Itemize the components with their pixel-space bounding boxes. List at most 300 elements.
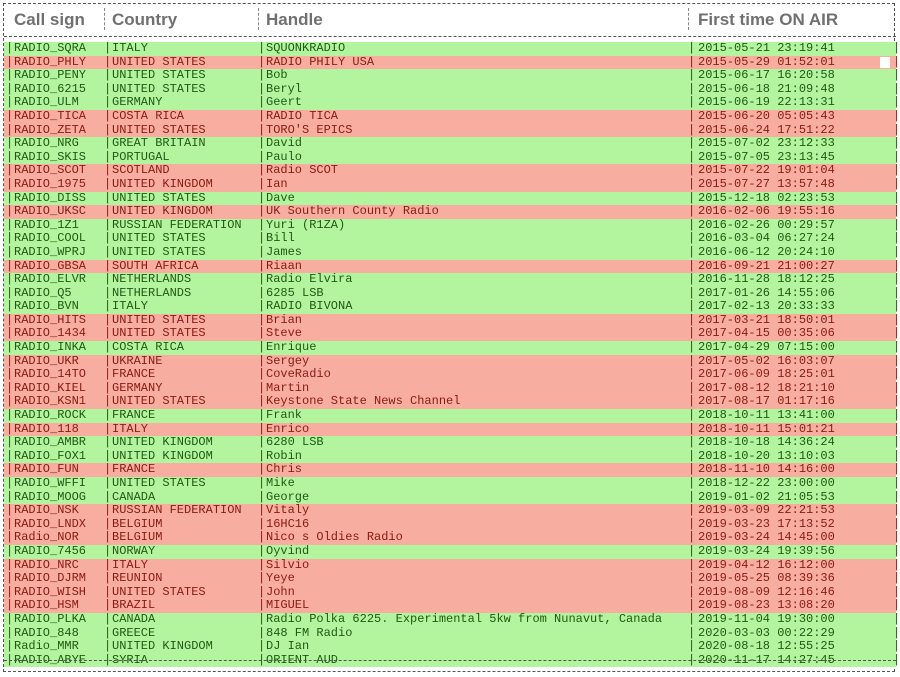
cell-callsign: RADIO_118 [14, 421, 79, 436]
cell-separator: | [893, 326, 900, 341]
table-row[interactable] [4, 54, 900, 70]
column-header-callsign[interactable]: Call sign [14, 10, 85, 29]
cell-callsign: RADIO_7456 [14, 543, 87, 558]
cell-country: PORTUGAL [112, 149, 170, 164]
cell-separator: | [893, 299, 900, 314]
cell-separator: | [104, 231, 112, 246]
cell-separator: | [893, 530, 900, 545]
cell-handle: George [266, 489, 310, 504]
cell-separator: | [893, 54, 900, 69]
cell-first-time: 2015-05-21 23:19:41 [698, 41, 835, 55]
cell-separator: | [688, 598, 696, 613]
cell-first-time: 2018-10-18 14:36:24 [698, 435, 835, 450]
table-row[interactable] [4, 557, 900, 573]
cell-first-time: 2015-07-05 23:13:45 [698, 149, 835, 164]
cell-callsign: RADIO_FOX1 [14, 448, 87, 463]
cell-separator: | [258, 435, 266, 450]
cell-handle: James [266, 244, 303, 259]
cell-separator: | [688, 68, 696, 83]
cell-callsign: RADIO_DJRM [14, 571, 87, 586]
cell-callsign: RADIO_KSN1 [14, 394, 87, 409]
cell-separator: | [258, 503, 266, 518]
cell-first-time: 2015-06-20 05:05:43 [698, 108, 835, 123]
table-row[interactable] [4, 217, 900, 233]
cell-separator: | [6, 625, 14, 640]
cell-separator: | [6, 489, 14, 504]
cell-callsign: RADIO_HSM [14, 598, 79, 613]
cell-callsign: RADIO_DISS [14, 190, 87, 205]
cell-separator: | [258, 326, 266, 341]
cell-handle: David [266, 136, 303, 151]
cell-separator: | [688, 516, 696, 531]
cell-first-time: 2015-12-18 02:23:53 [698, 190, 835, 205]
cell-separator: | [258, 530, 266, 545]
cell-separator: | [258, 652, 266, 667]
table-row[interactable] [4, 476, 900, 491]
cell-handle: Mike [266, 476, 295, 490]
table-row[interactable] [4, 516, 900, 532]
cell-first-time: 2015-06-18 21:09:48 [698, 81, 835, 96]
table-row[interactable] [4, 611, 900, 627]
cell-separator: | [688, 408, 696, 423]
cell-separator: | [688, 204, 696, 219]
cell-separator: | [893, 353, 900, 368]
cell-country: UNITED KINGDOM [112, 204, 213, 219]
cell-first-time: 2018-10-11 15:01:21 [698, 421, 835, 436]
cell-separator: | [6, 244, 14, 259]
cell-separator: | [258, 476, 266, 490]
cell-separator: | [258, 625, 266, 640]
cell-first-time: 2019-03-09 22:21:53 [698, 503, 835, 518]
column-divider [688, 8, 689, 30]
table-row[interactable] [4, 421, 900, 437]
table-row[interactable] [4, 285, 900, 301]
cell-separator: | [688, 367, 696, 382]
table-row[interactable] [4, 394, 900, 409]
cell-separator: | [104, 81, 112, 96]
cell-separator: | [688, 41, 696, 55]
cell-separator: | [6, 108, 14, 123]
cell-separator: | [104, 598, 112, 613]
cell-separator: | [104, 639, 112, 654]
table-body [4, 41, 900, 667]
cell-handle: Enrique [266, 340, 317, 355]
cell-separator: | [258, 163, 266, 178]
cell-first-time: 2016-02-26 00:29:57 [698, 217, 835, 232]
cell-separator: | [688, 244, 696, 259]
cell-separator: | [258, 244, 266, 259]
cell-handle: Ian [266, 176, 288, 191]
cell-separator: | [6, 503, 14, 518]
table-row[interactable] [4, 204, 900, 219]
cell-separator: | [893, 122, 900, 137]
cell-separator: | [893, 95, 900, 110]
table-row[interactable] [4, 68, 900, 83]
table-row[interactable] [4, 41, 900, 56]
cell-handle: RADIO TICA [266, 108, 339, 123]
cell-separator: | [6, 353, 14, 368]
cell-separator: | [688, 81, 696, 96]
cell-separator: | [688, 435, 696, 450]
cell-callsign: RADIO_NSK [14, 503, 79, 518]
cell-separator: | [688, 190, 696, 205]
cell-callsign: RADIO_LNDX [14, 516, 87, 531]
cell-country: RUSSIAN FEDERATION [112, 503, 242, 518]
table-row[interactable] [4, 530, 900, 545]
table-row[interactable] [4, 95, 900, 110]
cell-callsign: Radio_NOR [14, 530, 79, 545]
cell-callsign: RADIO_AMBR [14, 435, 87, 450]
cell-separator: | [104, 543, 112, 558]
cell-separator: | [258, 394, 266, 409]
cell-separator: | [688, 639, 696, 654]
cell-first-time: 2015-07-27 13:57:48 [698, 176, 835, 191]
cell-separator: | [893, 503, 900, 518]
cell-callsign: Radio_MMR [14, 639, 79, 654]
cell-separator: | [258, 231, 266, 246]
cell-separator: | [258, 408, 266, 423]
cell-separator: | [104, 326, 112, 341]
cell-handle: Robin [266, 448, 303, 463]
cell-callsign: RADIO_MOOG [14, 489, 87, 504]
cell-country: FRANCE [112, 462, 156, 477]
table-row[interactable] [4, 299, 900, 314]
cell-handle: Paulo [266, 149, 303, 164]
cell-country: UNITED STATES [112, 54, 206, 69]
cell-callsign: RADIO_FUN [14, 462, 79, 477]
cell-country: RUSSIAN FEDERATION [112, 217, 242, 232]
cell-separator: | [104, 190, 112, 205]
cell-separator: | [893, 462, 900, 477]
cell-handle: Martin [266, 380, 310, 395]
cell-callsign: RADIO_ZETA [14, 122, 87, 137]
cell-handle: John [266, 584, 295, 599]
cell-first-time: 2016-06-12 20:24:10 [698, 244, 835, 259]
cell-separator: | [688, 54, 696, 69]
cell-separator: | [6, 380, 14, 395]
cell-separator: | [893, 81, 900, 96]
cell-first-time: 2020-03-03 00:22:29 [698, 625, 835, 640]
cell-separator: | [104, 299, 112, 314]
cell-first-time: 2015-07-02 23:12:33 [698, 136, 835, 151]
table-row[interactable] [4, 380, 900, 396]
cell-separator: | [688, 530, 696, 545]
cell-separator: | [104, 54, 112, 69]
cell-separator: | [688, 231, 696, 246]
cell-separator: | [104, 571, 112, 586]
cell-separator: | [258, 584, 266, 599]
cell-separator: | [104, 353, 112, 368]
cell-separator: | [258, 299, 266, 314]
cell-separator: | [893, 217, 900, 232]
table-row[interactable] [4, 367, 900, 382]
cell-country: UNITED KINGDOM [112, 176, 213, 191]
cell-separator: | [688, 340, 696, 355]
cell-callsign: RADIO_UKR [14, 353, 79, 368]
cell-handle: Keystone State News Channel [266, 394, 461, 409]
cell-first-time: 2019-01-02 21:05:53 [698, 489, 835, 504]
cell-first-time: 2019-08-23 13:08:20 [698, 598, 835, 613]
cell-separator: | [893, 625, 900, 640]
cell-separator: | [258, 353, 266, 368]
cell-separator: | [258, 176, 266, 191]
cell-separator: | [893, 652, 900, 667]
table-row[interactable] [4, 244, 900, 260]
cell-separator: | [258, 516, 266, 531]
cell-handle: ORIENT AUD [266, 652, 339, 667]
cell-handle: Radio SCOT [266, 163, 339, 178]
table-row[interactable] [4, 462, 900, 477]
cell-country: UKRAINE [112, 353, 163, 368]
cell-callsign: RADIO_GBSA [14, 258, 87, 273]
cell-handle: RADIO BIVONA [266, 299, 353, 314]
cell-separator: | [893, 312, 900, 327]
cell-separator: | [6, 258, 14, 273]
cell-separator: | [258, 557, 266, 572]
cell-separator: | [688, 95, 696, 110]
cell-separator: | [688, 489, 696, 504]
cell-separator: | [258, 380, 266, 395]
cell-separator: | [6, 462, 14, 477]
cell-callsign: RADIO_ABYE [14, 652, 87, 667]
cell-first-time: 2019-03-24 19:39:56 [698, 543, 835, 558]
cell-separator: | [258, 367, 266, 382]
cell-callsign: RADIO_SKIS [14, 149, 87, 164]
cell-separator: | [688, 462, 696, 477]
cell-handle: SQUONKRADIO [266, 41, 346, 55]
cell-separator: | [688, 258, 696, 273]
cell-separator: | [104, 176, 112, 191]
cell-separator: | [104, 462, 112, 477]
cell-first-time: 2016-02-06 19:55:16 [698, 204, 835, 219]
cell-handle: Yeye [266, 571, 295, 586]
cell-first-time: 2015-05-29 01:52:01 [698, 54, 835, 69]
cell-separator: | [6, 312, 14, 327]
table-row[interactable] [4, 231, 900, 246]
cell-separator: | [6, 571, 14, 586]
cell-callsign: RADIO_SQRA [14, 41, 87, 55]
cell-separator: | [893, 149, 900, 164]
cell-callsign: RADIO_INKA [14, 340, 87, 355]
cell-first-time: 2019-08-09 12:16:46 [698, 584, 835, 599]
cell-first-time: 2015-07-22 19:01:04 [698, 163, 835, 178]
cell-separator: | [893, 476, 900, 490]
cell-separator: | [893, 394, 900, 409]
cell-separator: | [6, 204, 14, 219]
cell-separator: | [893, 611, 900, 626]
cell-separator: | [104, 367, 112, 382]
cell-separator: | [6, 231, 14, 246]
cell-separator: | [6, 54, 14, 69]
cell-separator: | [104, 163, 112, 178]
table-row[interactable] [4, 598, 900, 613]
cell-handle: Bill [266, 231, 295, 246]
cell-country: ITALY [112, 421, 149, 436]
cell-separator: | [104, 408, 112, 423]
cell-handle: Enrico [266, 421, 310, 436]
cell-separator: | [893, 448, 900, 463]
cell-separator: | [6, 285, 14, 300]
cell-country: UNITED KINGDOM [112, 448, 213, 463]
cell-separator: | [104, 136, 112, 151]
table-row[interactable] [4, 149, 900, 165]
cell-separator: | [6, 190, 14, 205]
cell-separator: | [258, 598, 266, 613]
cell-first-time: 2017-02-13 20:33:33 [698, 299, 835, 314]
cell-separator: | [104, 380, 112, 395]
cell-country: COSTA RICA [112, 108, 185, 123]
cell-separator: | [688, 571, 696, 586]
cell-country: UNITED STATES [112, 81, 206, 96]
table-bottom-border [4, 660, 896, 661]
cell-first-time: 2017-08-12 18:21:10 [698, 380, 835, 395]
table-row[interactable] [4, 108, 900, 124]
table-row[interactable] [4, 584, 900, 600]
cell-separator: | [258, 81, 266, 96]
cell-handle: Silvio [266, 557, 310, 572]
cell-first-time: 2019-05-25 08:39:36 [698, 571, 835, 586]
cell-separator: | [688, 108, 696, 123]
table-row[interactable] [4, 353, 900, 369]
cell-country: UNITED STATES [112, 312, 206, 327]
cell-separator: | [104, 489, 112, 504]
cell-callsign: RADIO_1975 [14, 176, 87, 191]
cell-country: UNITED STATES [112, 326, 206, 341]
cell-country: UNITED STATES [112, 244, 206, 259]
cell-handle: Riaan [266, 258, 303, 273]
cell-separator: | [6, 367, 14, 382]
table-row[interactable] [4, 408, 900, 423]
cell-separator: | [258, 285, 266, 300]
cell-callsign: RADIO_1434 [14, 326, 87, 341]
cell-handle: Dave [266, 190, 295, 205]
cell-callsign: RADIO_SCOT [14, 163, 87, 178]
table-row[interactable] [4, 326, 900, 341]
cell-country: COSTA RICA [112, 340, 185, 355]
table-row[interactable] [4, 639, 900, 654]
column-header-handle[interactable]: Handle [266, 10, 323, 29]
cell-separator: | [258, 190, 266, 205]
cell-separator: | [688, 285, 696, 300]
cell-separator: | [893, 204, 900, 219]
cell-country: NETHERLANDS [112, 285, 192, 300]
table-row[interactable] [4, 122, 900, 138]
header-divider [4, 36, 896, 37]
table-row[interactable] [4, 503, 900, 518]
table-row[interactable] [4, 312, 900, 328]
table-row[interactable] [4, 190, 900, 206]
cell-separator: | [893, 435, 900, 450]
cell-callsign: RADIO_14TO [14, 367, 87, 382]
table-row[interactable] [4, 163, 900, 178]
cell-first-time: 2020-08-18 12:55:25 [698, 639, 835, 654]
cell-handle: Oyvind [266, 543, 310, 558]
table-row[interactable] [4, 258, 900, 274]
cell-separator: | [893, 272, 900, 287]
cell-country: NETHERLANDS [112, 272, 192, 287]
column-divider [104, 8, 105, 30]
cell-country: UNITED STATES [112, 190, 206, 205]
cell-separator: | [6, 639, 14, 654]
cell-separator: | [893, 41, 900, 55]
table-row[interactable] [4, 81, 900, 97]
cell-separator: | [258, 571, 266, 586]
cell-separator: | [688, 421, 696, 436]
cell-separator: | [893, 231, 900, 246]
cell-separator: | [6, 435, 14, 450]
cell-first-time: 2018-10-20 13:10:03 [698, 448, 835, 463]
cell-separator: | [893, 176, 900, 191]
cell-handle: MIGUEL [266, 598, 310, 613]
table-row[interactable] [4, 571, 900, 586]
cell-handle: Geert [266, 95, 303, 110]
table-row[interactable] [4, 340, 900, 355]
cell-separator: | [688, 299, 696, 314]
cell-country: ITALY [112, 299, 149, 314]
cell-callsign: RADIO_COOL [14, 231, 87, 246]
cell-country: GERMANY [112, 95, 163, 110]
cell-separator: | [893, 190, 900, 205]
cell-callsign: RADIO_NRC [14, 557, 79, 572]
cell-separator: | [104, 204, 112, 219]
cell-separator: | [893, 584, 900, 599]
cell-separator: | [688, 312, 696, 327]
cell-handle: Chris [266, 462, 303, 477]
cell-callsign: RADIO_WFFI [14, 476, 87, 490]
cell-separator: | [104, 625, 112, 640]
cell-separator: | [893, 285, 900, 300]
table-row[interactable] [4, 489, 900, 505]
cell-separator: | [258, 122, 266, 137]
cell-separator: | [893, 639, 900, 654]
cell-separator: | [104, 394, 112, 409]
cell-separator: | [6, 652, 14, 667]
cell-separator: | [688, 122, 696, 137]
cell-separator: | [893, 421, 900, 436]
cell-country: UNITED STATES [112, 231, 206, 246]
cell-separator: | [258, 108, 266, 123]
cell-separator: | [258, 149, 266, 164]
cell-separator: | [258, 421, 266, 436]
cell-separator: | [104, 584, 112, 599]
cell-separator: | [104, 108, 112, 123]
table-row[interactable] [4, 136, 900, 151]
table-row[interactable] [4, 543, 900, 559]
column-header-country[interactable]: Country [112, 10, 178, 29]
table-row[interactable] [4, 272, 900, 287]
table-row[interactable] [4, 625, 900, 641]
cell-separator: | [258, 340, 266, 355]
column-header-first-time[interactable]: First time ON AIR [698, 10, 839, 29]
cell-separator: | [258, 136, 266, 151]
cell-country: UNITED STATES [112, 476, 206, 490]
cell-handle: 6280 LSB [266, 435, 324, 450]
table-row[interactable] [4, 435, 900, 450]
cell-separator: | [6, 448, 14, 463]
cell-separator: | [6, 476, 14, 490]
table-row[interactable] [4, 176, 900, 192]
cell-separator: | [6, 584, 14, 599]
cell-country: BRAZIL [112, 598, 156, 613]
cell-separator: | [258, 258, 266, 273]
cell-separator: | [893, 543, 900, 558]
cell-separator: | [893, 380, 900, 395]
cell-callsign: RADIO_WISH [14, 584, 87, 599]
cell-country: CANADA [112, 489, 156, 504]
cell-callsign: RADIO_HITS [14, 312, 87, 327]
table-row[interactable] [4, 448, 900, 464]
cell-callsign: RADIO_PLKA [14, 611, 87, 626]
